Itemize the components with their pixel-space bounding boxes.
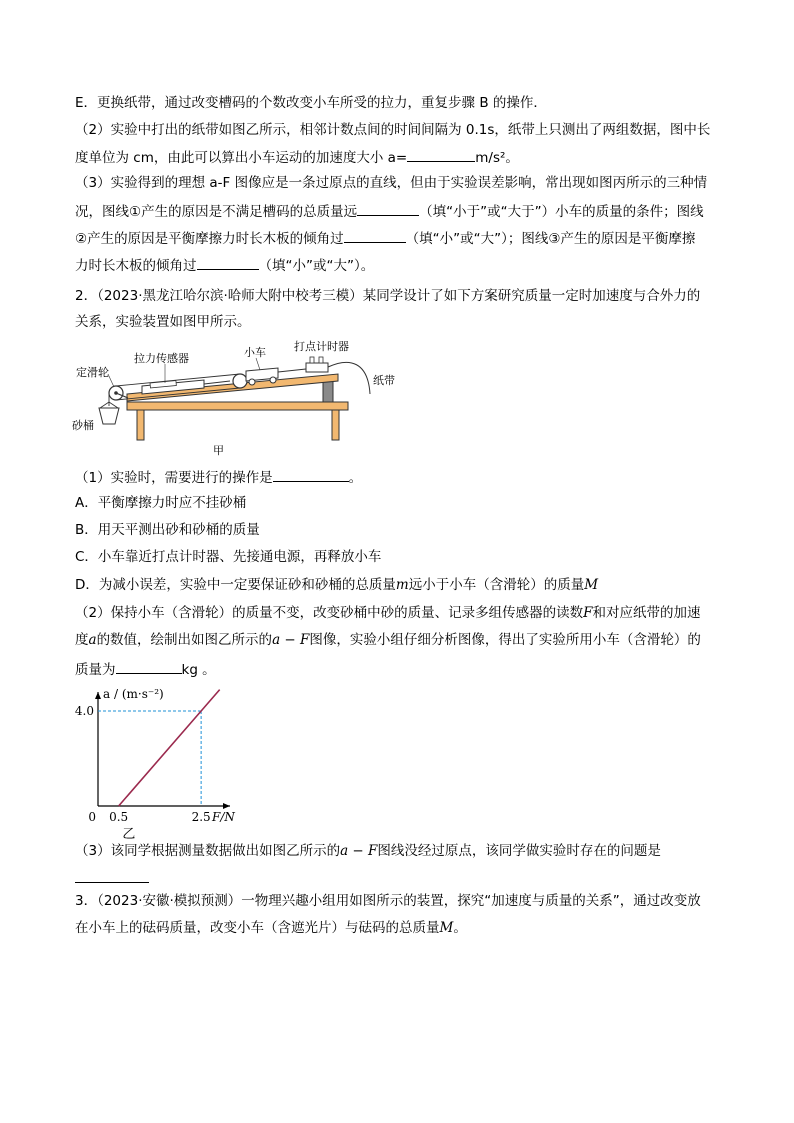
q1-part2-text: 度单位为 cm，由此可以算出小车运动的加速度大小 a= [75,150,408,166]
symbol-a-F: a − F [340,843,378,859]
q1-part3-line2 [75,201,704,221]
q3-line1: 3．（2023·安徽·模拟预测）一物理兴趣小组用如图所示的装置，探究“加速度与质量的关系”，通过改变放 [75,893,701,909]
table-top [127,402,348,410]
x-axis-arrow-icon [223,803,230,809]
q2-part2-line2 [75,631,701,649]
figure-caption-jia: 甲 [213,444,224,457]
q1-part3-text: （填“小”或“大”）；图线③产生的原因是平衡摩擦 [405,231,696,247]
sensor-rod [204,381,230,384]
apparatus-figure [70,332,410,460]
option-c: C．小车靠近打点计时器、先接通电源，再释放小车 [75,549,382,565]
q1-part3-text: （填“小”或“大”）。 [258,258,375,274]
cart-pulley-icon [233,374,247,388]
answer-blank[interactable] [116,659,182,674]
answer-blank[interactable] [75,882,149,883]
sand-bucket-icon [99,408,119,424]
q2-part2-text: 和对应纸带的加速 [592,605,701,621]
q2-part2-text: （2）保持小车（含滑轮）的质量不变，改变砂桶中砂的质量、记录多组传感器的读数 [75,605,584,621]
q3-line2 [75,919,467,937]
timer-terminal [319,357,323,363]
option-b: B．用天平测出砂和砂桶的质量 [75,522,260,538]
symbol-a: a [88,632,97,648]
q3-text: 。 [453,920,467,936]
timer-icon [306,363,328,372]
support-block [323,381,333,402]
symbol-M: M [439,920,454,936]
origin-label: 0 [88,810,96,824]
leader-cart [256,358,260,370]
q2-part3-text: （3）该同学根据测量数据做出如图乙所示的 [75,843,341,859]
q1-part3-text: 力时长木板的倾角过 [75,258,197,274]
q2-part3 [75,842,661,860]
y-axis-arrow-icon [95,692,101,699]
q2-part2-line3 [75,659,216,679]
answer-blank[interactable] [407,147,475,162]
x-axis-label: F/N [212,810,235,824]
q1-part2-line1: （2）实验中打出的纸带如图乙所示，相邻计数点间的时间间隔为 0.1s，纸带上只测出了两组数据，图中长 [75,122,711,138]
cart-wheel [270,377,276,383]
q1-part3-text: ②产生的原因是平衡摩擦力时长木板的倾角过 [75,231,344,247]
y-tick-label: 4.0 [74,704,94,718]
figure-caption-yi: 乙 [122,827,136,840]
q2-part3-text: 图线没经过原点，该同学做实验时存在的问题是 [377,843,661,859]
symbol-m: m [395,577,409,593]
answer-blank[interactable] [357,201,419,216]
q2-heading-line1: 2．（2023·黑龙江哈尔滨·哈师大附中校考三模）某同学设计了如下方案研究质量一定时加速度与合外力的 [75,288,701,304]
leader-pulley [108,374,114,387]
q1-part3-line1: （3）实验得到的理想 a-F 图像应是一条过原点的直线，但由于实验误差影响，常出现如图丙所示的三种情 [75,175,708,191]
q1-step-e: E．更换纸带，通过改变槽码的个数改变小车所受的拉力，重复步骤 B 的操作． [75,95,547,111]
x-tick-label: 0.5 [109,810,129,824]
option-a: A．平衡摩擦力时应不挂砂桶 [75,495,247,511]
answer-blank[interactable] [197,255,259,270]
label-pulley: 定滑轮 [76,366,109,379]
label-timer: 打点计时器 [294,340,349,353]
q2-heading-line2: 关系，实验装置如图甲所示。 [75,314,251,330]
cart-tape [278,369,306,372]
answer-blank[interactable] [344,228,406,243]
q3-text: 在小车上的砝码质量，改变小车（含遮光片）与砝码的总质量 [75,920,440,936]
q2-part2-text: 度 [75,632,89,648]
q2-part2-line1 [75,604,700,622]
data-line [119,690,220,806]
q1-part2-line2 [75,147,519,167]
label-cart: 小车 [244,346,266,359]
q2-part2-unit: kg 。 [181,662,216,678]
q2-part1-end: 。 [348,470,363,486]
q1-part3-line3 [75,228,695,248]
q1-part3-line4 [75,255,374,275]
y-axis-label: a / (m·s⁻²) [103,687,164,701]
label-bucket: 砂桶 [72,419,94,432]
label-force-sensor: 拉力传感器 [134,352,189,365]
a-f-chart [70,680,290,840]
q2-part2-text: 的数值，绘制出如图乙所示的 [96,632,273,648]
q2-part2-text: 质量为 [75,662,116,678]
option-d [75,576,598,594]
table-leg-right [332,410,339,440]
table-leg-left [137,410,144,440]
option-d-text: 远小于小车（含滑轮）的质量 [408,577,585,593]
symbol-F: F [583,605,593,621]
q1-part2-unit: m/s²。 [475,150,519,166]
symbol-M: M [584,577,599,593]
q2-part2-text: 图像，实验小组仔细分析图像，得出了实验所用小车（含滑轮）的 [309,632,701,648]
timer-terminal [310,357,314,363]
label-tape: 纸带 [373,374,395,387]
x-tick-label: 2.5 [191,810,211,824]
q1-part3-text: 况，图线①产生的原因是不满足槽码的总质量远 [75,204,358,220]
q1-part3-text: （填“小于”或“大于”）小车的质量的条件；图线 [419,204,704,220]
q2-part1-text: （1）实验时，需要进行的操作是 [75,470,273,486]
q2-part1 [75,467,362,487]
symbol-a-F: a − F [272,632,310,648]
cart-wheel [249,379,255,385]
option-d-text: D．为减小误差，实验中一定要保证砂和砂桶的总质量 [75,577,396,593]
answer-blank[interactable] [273,467,349,482]
